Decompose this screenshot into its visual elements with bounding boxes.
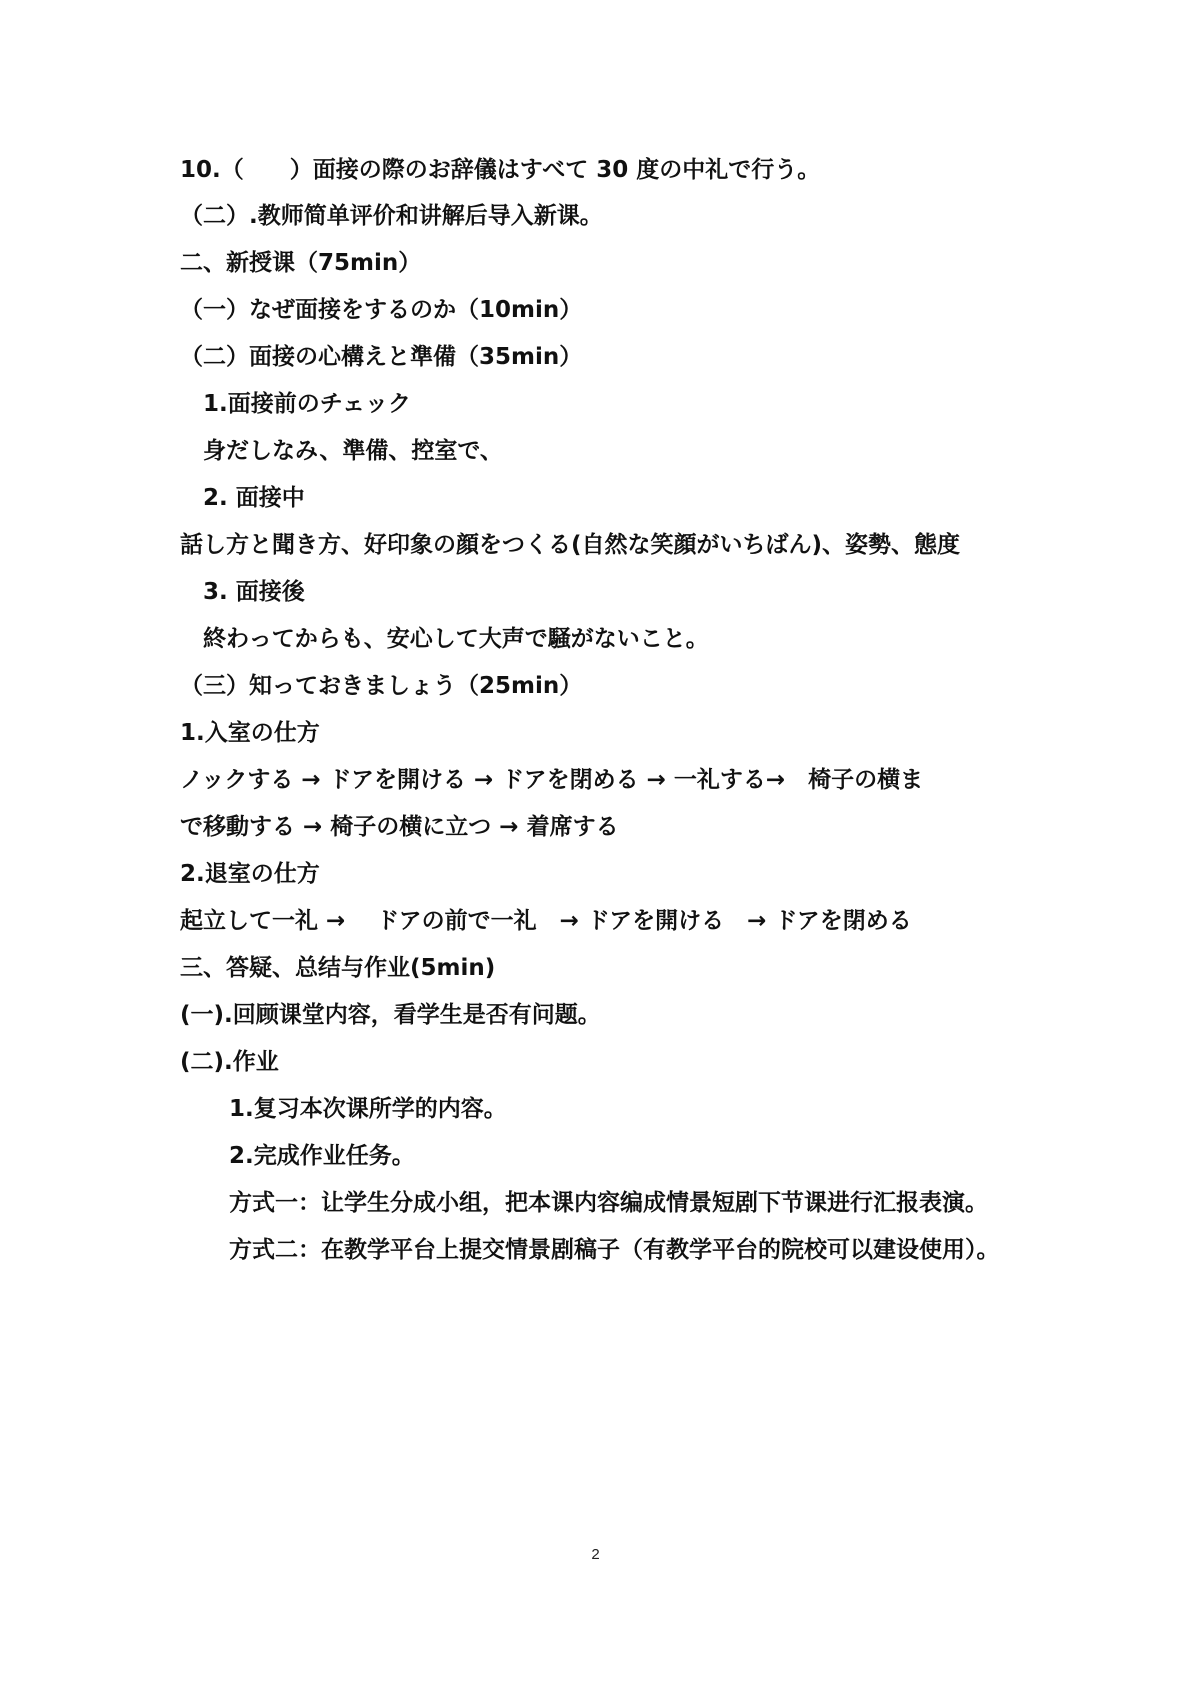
text-entering-steps-2: で移動する → 椅子の横に立つ → 着席する xyxy=(180,814,619,840)
item-entering-room: 1.入室の仕方 xyxy=(180,720,320,746)
text-during-interview: 話し方と聞き方、好印象の顔をつくる(自然な笑顔がいちばん)、姿勢、態度 xyxy=(180,532,961,558)
subheading-review: (一).回顾课堂内容，看学生是否有问题。 xyxy=(180,1002,601,1028)
text-leaving-steps: 起立して一礼 → ドアの前で一礼 → ドアを開ける → ドアを閉める xyxy=(180,908,912,934)
item-during-interview: 2. 面接中 xyxy=(203,485,305,511)
homework-method-1: 方式一：让学生分成小组，把本课内容编成情景短剧下节课进行汇报表演。 xyxy=(229,1190,988,1216)
subheading-homework: (二).作业 xyxy=(180,1049,279,1075)
heading-qa-summary: 三、答疑、总结与作业(5min) xyxy=(180,955,496,981)
subheading-preparation: （二）面接の心構えと準備（35min） xyxy=(180,344,583,370)
homework-item-2: 2.完成作业任务。 xyxy=(229,1143,415,1169)
subheading-good-to-know: （三）知っておきましょう（25min） xyxy=(180,673,583,699)
question-10: 10.（ ）面接の際のお辞儀はすべて 30 度の中礼で行う。 xyxy=(180,157,821,183)
text-before-interview: 身だしなみ、準備、控室で、 xyxy=(203,438,503,464)
page-number: 2 xyxy=(591,1546,600,1563)
item-after-interview: 3. 面接後 xyxy=(203,579,305,605)
heading-new-lesson: 二、新授课（75min） xyxy=(180,250,422,276)
item-leaving-room: 2.退室の仕方 xyxy=(180,861,320,887)
subheading-why-interview: （一）なぜ面接をするのか（10min） xyxy=(180,297,583,323)
section-intro-new-lesson: （二）.教师简单评价和讲解后导入新课。 xyxy=(180,203,603,229)
text-entering-steps-1: ノックする → ドアを開ける → ドアを閉める → 一礼する→ 椅子の横ま xyxy=(180,767,924,793)
homework-method-2: 方式二：在教学平台上提交情景剧稿子（有教学平台的院校可以建设使用）。 xyxy=(229,1237,1000,1263)
text-after-interview: 終わってからも、安心して大声で騒がないこと。 xyxy=(203,626,709,652)
homework-item-1: 1.复习本次课所学的内容。 xyxy=(229,1096,507,1122)
item-before-interview: 1.面接前のチェック xyxy=(203,391,412,417)
